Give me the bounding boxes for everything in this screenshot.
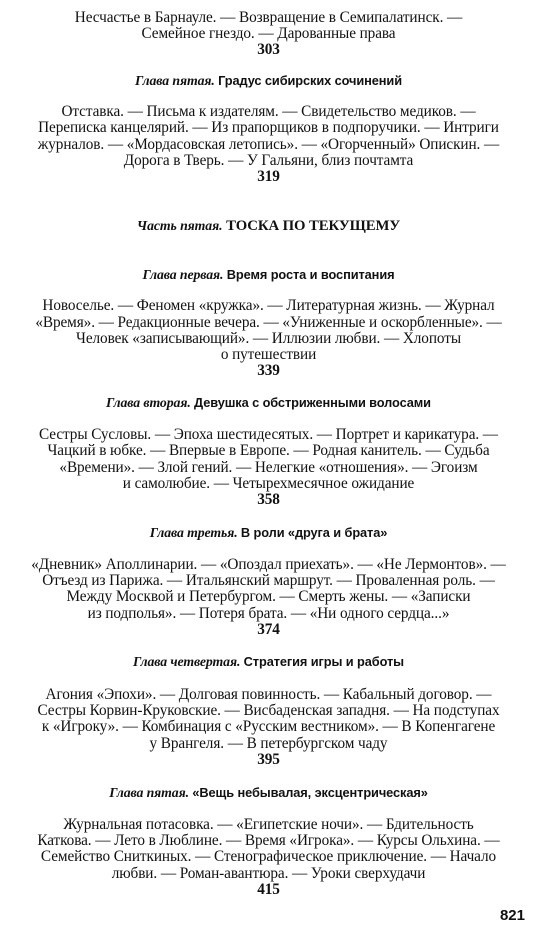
text-line: Человек «записывающий». — Иллюзии любви. — Хлопоты — [76, 330, 461, 347]
chapter-label: Глава третья. — [149, 526, 238, 541]
text-line: о путешествии — [220, 346, 317, 363]
text-line: Дорога в Тверь. — У Гальяни, близ почтамта — [123, 152, 414, 169]
page-number-ref: 358 — [257, 491, 280, 508]
chapter-title: Девушка с обстриженными волосами — [194, 395, 431, 410]
chapter-label: Глава пятая. — [109, 786, 189, 801]
text-line: Отъезд из Парижа. — Итальянский маршрут. — Проваленная роль. — — [42, 572, 495, 589]
text-line: Сестры Сусловы. — Эпоха шестидесятых. — Портрет и карикатура. — — [39, 426, 498, 443]
text-line: «Времени». — Злой гений. — Нелегкие «отношения». — Эгоизм — [59, 459, 478, 476]
page-number-ref: 319 — [257, 168, 280, 185]
page-number-ref: 395 — [257, 751, 280, 768]
text-line: Чацкий в юбке. — Впервые в Европе. — Родная канитель. — Судьба — [47, 442, 490, 459]
text-line: Семейное гнездо. — Дарованные права — [141, 25, 396, 42]
part-heading — [4, 217, 533, 235]
chapter-heading — [4, 784, 533, 802]
text-line: Семейство Сниткиных. — Стенографическое приключение. — Начало — [40, 848, 497, 865]
part-label: Часть пятая. — [136, 219, 223, 234]
text-line: и самолюбие. — Четырехмесячное ожидание — [122, 475, 415, 492]
text-line: к «Игроку». — Комбинация с «Русским вестником». — В Копенгагене — [41, 718, 496, 735]
chapter-title: Время роста и воспитания — [226, 267, 395, 282]
text-line: Новоселье. — Феномен «кружка». — Литературная жизнь. — Журнал — [42, 297, 495, 314]
text-line: Между Москвой и Петербургом. — Смерть жены. — «Записки — [66, 588, 471, 605]
page-number-ref: 415 — [257, 881, 280, 898]
text-line: Журнальная потасовка. — «Египетские ночи». — Бдительность — [63, 816, 474, 833]
text-line: Каткова. — Лето в Люблине. — Время «Игрока». — Курсы Ольхина. — — [37, 832, 500, 849]
text-line: Отставка. — Письма к издателям. — Свидетельство медиков. — — [61, 103, 476, 120]
chapter-heading — [4, 524, 533, 542]
chapter-label: Глава четвертая. — [133, 655, 241, 670]
chapter-heading — [4, 394, 533, 412]
text-line: Переписка канцелярий. — Из прапорщиков в подпоручики. — Интриги — [38, 119, 499, 136]
text-line: любви. — Роман-авантюра. — Уроки сверхудачи — [111, 865, 426, 882]
chapter-heading — [4, 72, 533, 90]
chapter-title: В роли «друга и брата» — [240, 525, 388, 540]
part-title: ТОСКА ПО ТЕКУЩЕМУ — [226, 218, 401, 234]
chapter-heading — [4, 266, 533, 284]
chapter-title: «Вещь небывалая, эксцентрическая» — [192, 785, 428, 800]
text-line: Несчастье в Барнауле. — Возвращение в Семипалатинск. — — [74, 9, 463, 26]
folio-page-number: 821 — [499, 907, 525, 924]
chapter-label: Глава первая. — [142, 268, 224, 283]
page-number-ref: 339 — [257, 362, 280, 379]
chapter-heading — [4, 653, 533, 671]
page-number-ref: 303 — [257, 41, 280, 58]
chapter-label: Глава вторая. — [106, 396, 191, 411]
chapter-title: Стратегия игры и работы — [243, 654, 404, 669]
chapter-title: Градус сибирских сочинений — [218, 73, 402, 88]
text-line: журналов. — «Мордасовская летопись». — «Огорченный» Опискин. — — [37, 136, 500, 153]
text-line: «Дневник» Аполлинарии. — «Опоздал приехать». — «Не Лермонтов». — — [31, 556, 506, 573]
text-line: Агония «Эпохи». — Долговая повинность. — Кабальный договор. — — [45, 686, 492, 703]
text-line: «Время». — Редакционные вечера. — «Униженные и оскорбленные». — — [35, 314, 502, 331]
text-line: у Врангеля. — В петербургском чаду — [149, 735, 388, 752]
text-line: из подполья». — Потеря брата. — «Ни одного сердца...» — [87, 605, 450, 622]
page-number-ref: 374 — [257, 621, 280, 638]
chapter-label: Глава пятая. — [135, 74, 215, 89]
text-line: Сестры Корвин-Круковские. — Висбаденская западня. — На подступах — [37, 702, 500, 719]
